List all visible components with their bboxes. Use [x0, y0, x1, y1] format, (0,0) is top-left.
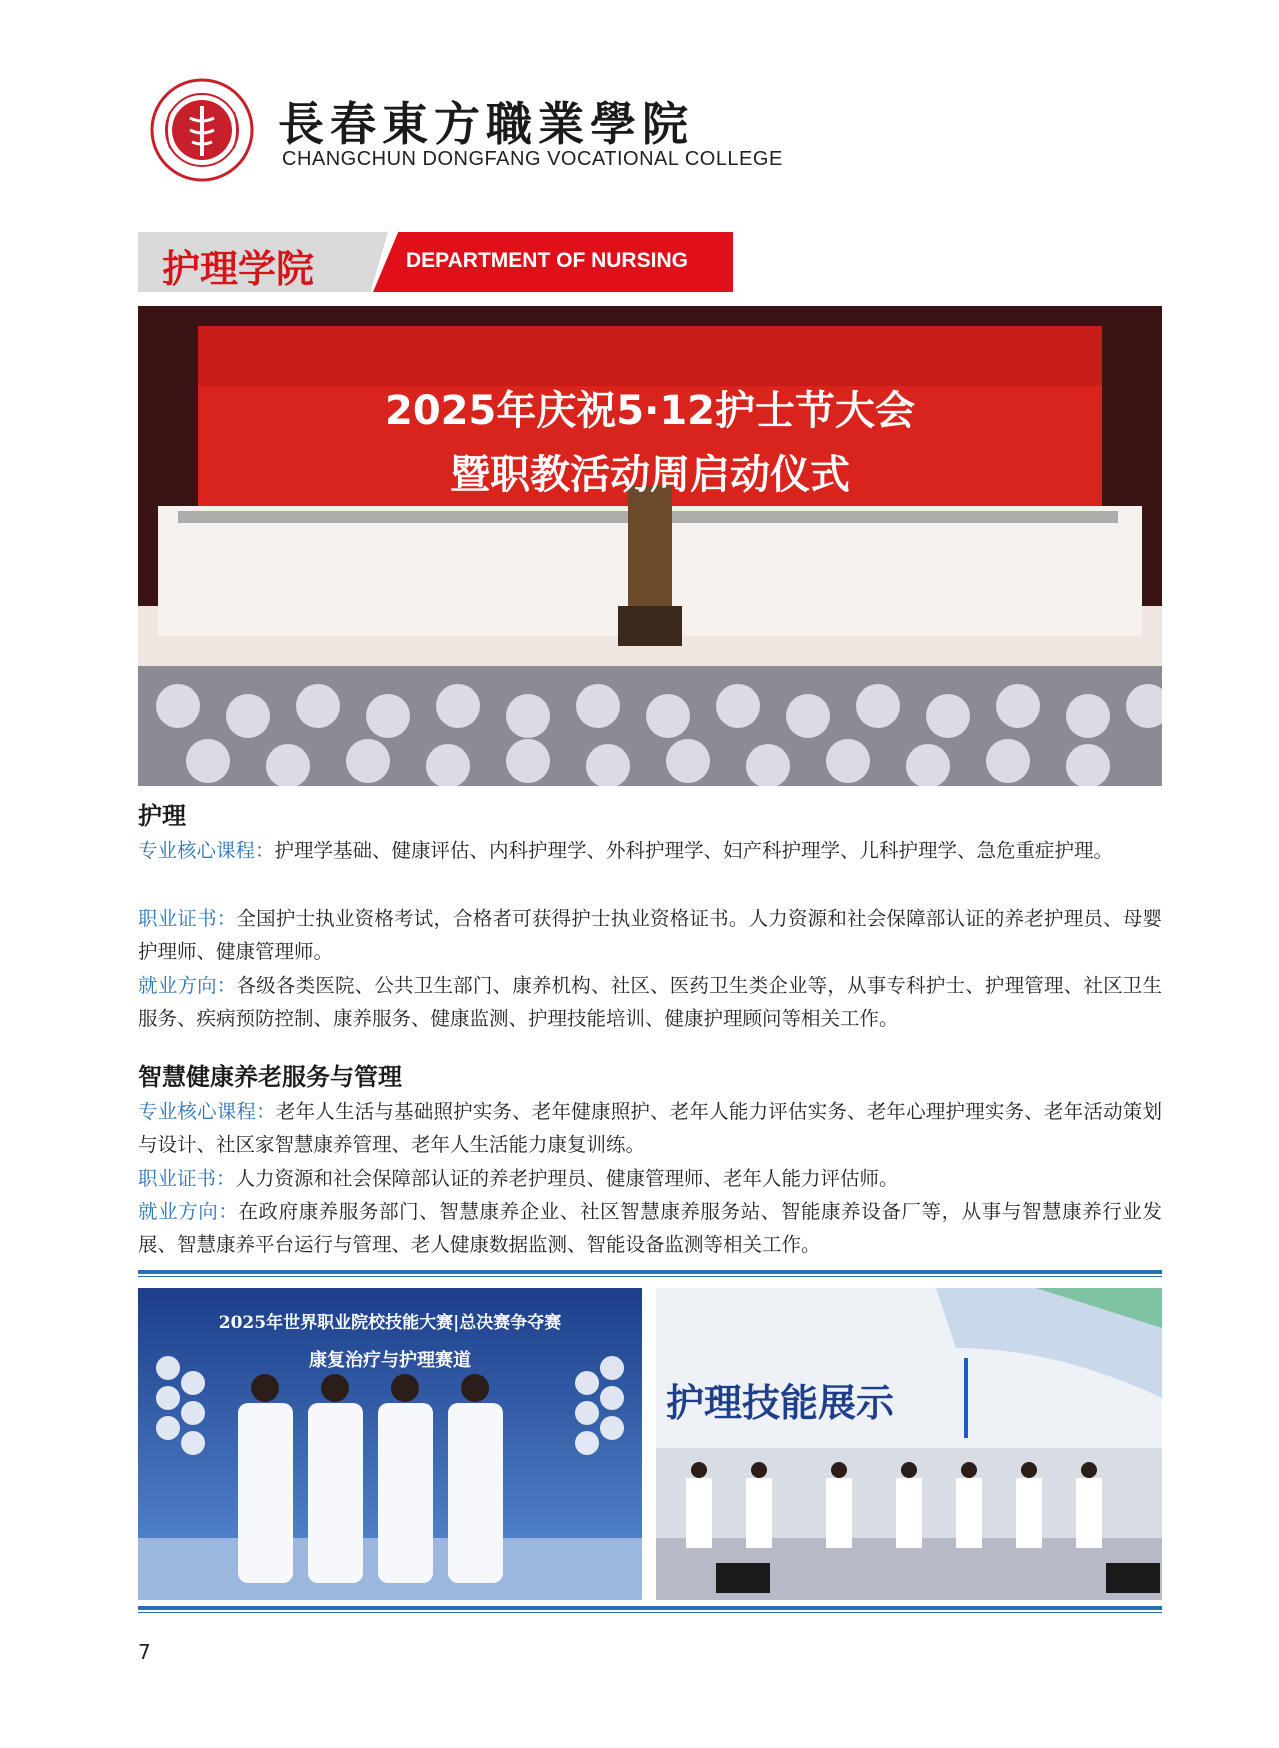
- text-core-courses: 老年人生活与基础照护实务、老年健康照护、老年人能力评估实务、老年心理护理实务、老年活动策划与设计、社区家智慧康养管理、老年人生活能力康复训练。: [138, 1100, 1162, 1156]
- department-name-en: DEPARTMENT OF NURSING: [406, 249, 688, 272]
- college-name-cn: 長春東方職業學院: [278, 97, 694, 151]
- paragraph-nursing-certificates: [138, 902, 1162, 968]
- college-name-en: CHANGCHUN DONGFANG VOCATIONAL COLLEGE: [282, 148, 783, 170]
- college-seal-logo: [150, 78, 254, 182]
- label-careers: 就业方向：: [138, 1200, 239, 1223]
- hero-photo: [138, 306, 1162, 786]
- label-certificates: 职业证书：: [138, 907, 237, 930]
- paragraph-elderly-certificates: [138, 1162, 1162, 1195]
- skills-showcase-title: 护理技能展示: [666, 1381, 895, 1425]
- divider-rule-top: [138, 1270, 1162, 1274]
- label-certificates: 职业证书：: [138, 1167, 236, 1190]
- text-careers: 在政府康养服务部门、智慧康养企业、社区智慧康养服务站、智能康养设备厂等，从事与智慧康养行业发展、智慧康养平台运行与管理、老人健康数据监测、智能设备监测等相关工作。: [138, 1200, 1162, 1256]
- page-number: 7: [138, 1640, 151, 1664]
- label-core-courses: 专业核心课程：: [138, 839, 275, 862]
- page-header: [150, 78, 783, 188]
- divider-rule-bottom: [138, 1606, 1162, 1610]
- hero-banner-line1: 2025年庆祝5·12护士节大会: [384, 388, 916, 434]
- text-certificates: 人力资源和社会保障部认证的养老护理员、健康管理师、老年人能力评估师。: [235, 1167, 899, 1190]
- text-careers: 各级各类医院、公共卫生部门、康养机构、社区、医药卫生类企业等，从事专科护士、护理管理、社区卫生服务、疾病预防控制、康养服务、健康监测、护理技能培训、健康护理顾问等相关工作。: [138, 974, 1162, 1030]
- paragraph-nursing-courses: [138, 834, 1162, 867]
- competition-subtitle: 康复治疗与护理赛道: [309, 1350, 471, 1371]
- section-title-smart-elderly-care: 智慧健康养老服务与管理: [138, 1063, 402, 1091]
- department-banner: [138, 232, 733, 292]
- skills-showcase-photo: [656, 1288, 1162, 1600]
- hero-banner-line2: 暨职教活动周启动仪式: [450, 452, 850, 498]
- label-core-courses: 专业核心课程：: [138, 1100, 276, 1123]
- competition-title: 2025年世界职业院校技能大赛|总决赛争夺赛: [218, 1313, 562, 1333]
- competition-photo: [138, 1288, 642, 1600]
- paragraph-nursing-careers: [138, 969, 1162, 1035]
- paragraph-elderly-careers: [138, 1195, 1162, 1261]
- label-careers: 就业方向：: [138, 974, 237, 997]
- section-title-nursing: 护理: [138, 802, 186, 830]
- paragraph-elderly-courses: [138, 1095, 1162, 1161]
- text-certificates: 全国护士执业资格考试，合格者可获得护士执业资格证书。人力资源和社会保障部认证的养老护理员、母婴护理师、健康管理师。: [138, 907, 1162, 963]
- text-core-courses: 护理学基础、健康评估、内科护理学、外科护理学、妇产科护理学、儿科护理学、急危重症护理。: [274, 839, 1114, 862]
- department-name-cn: 护理学院: [162, 247, 315, 291]
